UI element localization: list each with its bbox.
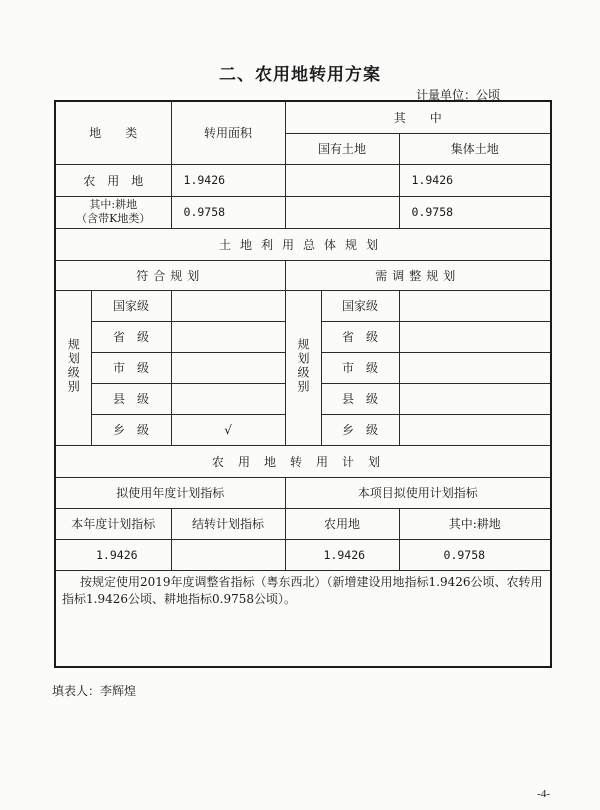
cultivated-area: 0.9758 [171, 196, 285, 228]
cultivated-plan-header: 其中:耕地 [399, 508, 551, 539]
page-title: 二、农用地转用方案 [219, 65, 381, 85]
project-proposed-header: 本项目拟使用计划指标 [285, 477, 551, 508]
farmland-state [285, 164, 399, 196]
adjust-level-mark [399, 383, 551, 414]
conform-level-mark [171, 290, 285, 321]
adjust-level-name: 乡 级 [321, 414, 399, 445]
converted-area-header: 转用面积 [171, 101, 285, 164]
farmland-area: 1.9426 [171, 164, 285, 196]
adjust-level-mark [399, 352, 551, 383]
adjust-level-name: 市 级 [321, 352, 399, 383]
adjust-plan-header: 需调整规划 [285, 260, 551, 290]
adjust-level-name: 县 级 [321, 383, 399, 414]
page-number: -4- [537, 788, 550, 800]
cultivated-state [285, 196, 399, 228]
conform-level-name: 国家级 [91, 290, 171, 321]
this-year-value: 1.9426 [55, 539, 171, 570]
collective-land-header: 集体土地 [399, 133, 551, 164]
cultivated-label: 其中:耕地 （含带K地类） [55, 196, 171, 228]
state-land-header: 国有土地 [285, 133, 399, 164]
carryover-header: 结转计划指标 [171, 508, 285, 539]
planning-section-title: 土地利用总体规划 [55, 228, 551, 260]
carryover-value [171, 539, 285, 570]
conversion-table [54, 100, 552, 668]
unit-label: 计量单位：公顷 [415, 88, 500, 102]
plan-section-title: 农用地转用计划 [55, 445, 551, 477]
adjust-level-mark [399, 290, 551, 321]
cultivated-plan-value: 0.9758 [399, 539, 551, 570]
proposed-annual-header: 拟使用年度计划指标 [55, 477, 285, 508]
conform-level-name: 县 级 [91, 383, 171, 414]
conform-level-name: 市 级 [91, 352, 171, 383]
cultivated-collective: 0.9758 [399, 196, 551, 228]
conform-level-mark [171, 321, 285, 352]
conform-level-mark [171, 352, 285, 383]
filler-name: 填表人：李辉煌 [52, 684, 137, 698]
conform-level-name: 乡 级 [91, 414, 171, 445]
adjust-level-name: 国家级 [321, 290, 399, 321]
adjust-level-name: 省 级 [321, 321, 399, 352]
adjust-level-mark [399, 321, 551, 352]
farmland-collective: 1.9426 [399, 164, 551, 196]
farmland-label: 农 用 地 [55, 164, 171, 196]
of-which-header: 其 中 [285, 101, 551, 133]
this-year-header: 本年度计划指标 [55, 508, 171, 539]
conform-level-mark [171, 383, 285, 414]
conform-plan-header: 符合规划 [55, 260, 285, 290]
adjust-level-label: 规划级别 [285, 290, 321, 445]
farmland-plan-value: 1.9426 [285, 539, 399, 570]
conform-level-mark: √ [171, 414, 285, 445]
note-cell [55, 570, 551, 667]
note-text: 按规定使用2019年度调整省指标（粤东西北）（新增建设用地指标1.9426公顷、农转用指标1.9426公顷、耕地指标0.9758公顷）。 [62, 574, 543, 606]
land-type-header: 地 类 [55, 101, 171, 164]
adjust-level-mark [399, 414, 551, 445]
farmland-plan-header: 农用地 [285, 508, 399, 539]
conform-level-name: 省 级 [91, 321, 171, 352]
conform-level-label: 规划级别 [55, 290, 91, 445]
